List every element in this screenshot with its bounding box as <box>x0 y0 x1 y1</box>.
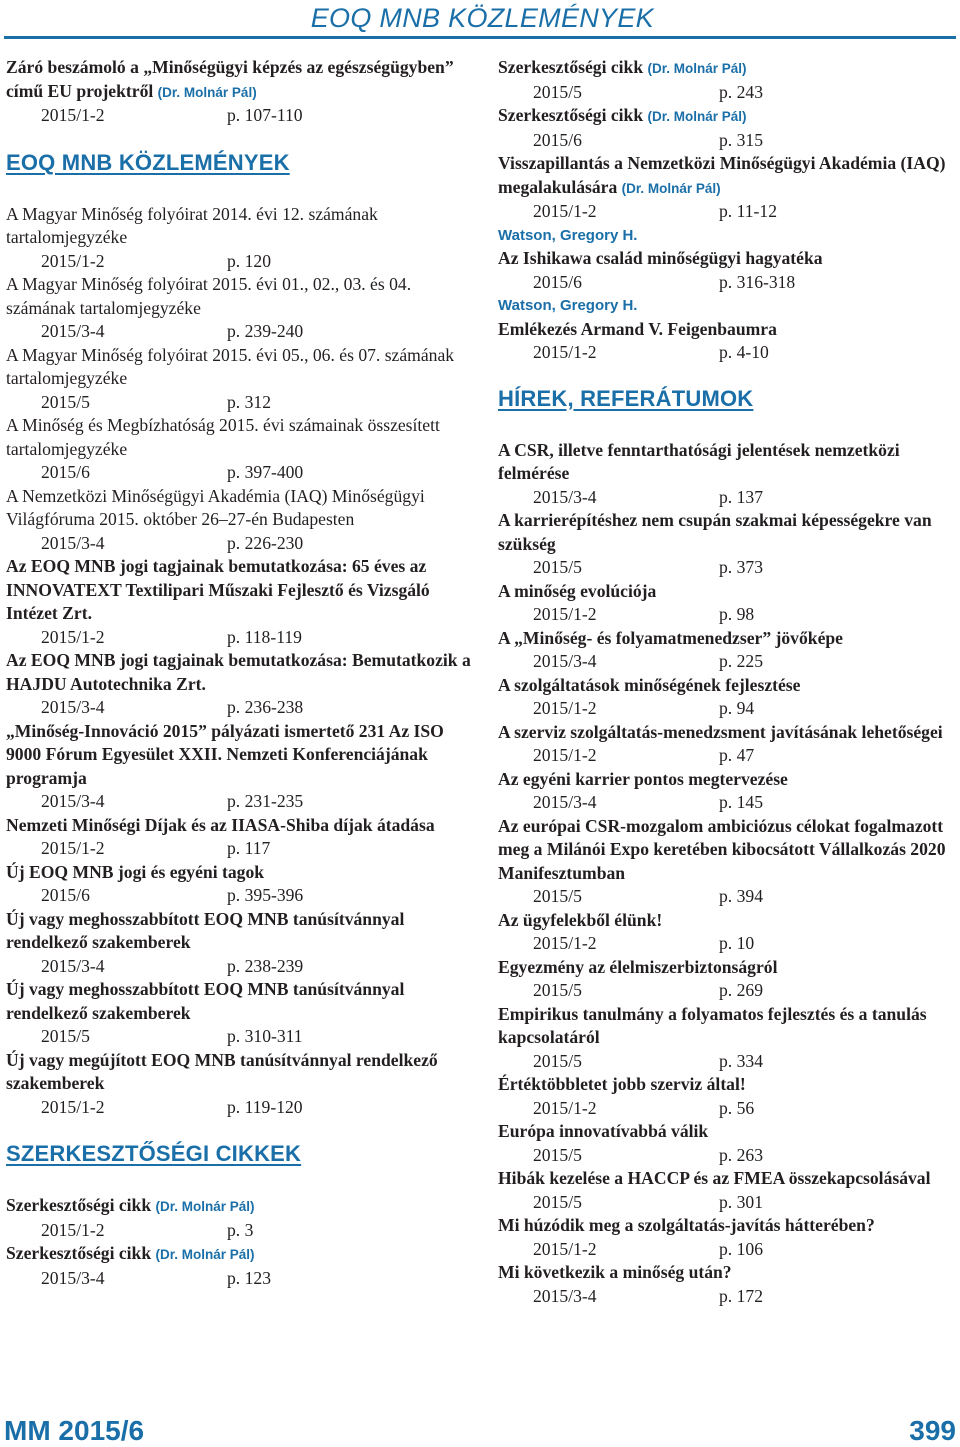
entry-title-text: Az EOQ MNB jogi tagjainak bemutatkozása: Bemutatkozik a HAJDU Autotechnika Zrt. <box>6 650 471 694</box>
entry-reference <box>498 1238 953 1262</box>
entry-title <box>498 318 953 342</box>
entry-pages: p. 263 <box>719 1144 763 1165</box>
entry-title-text: A CSR, illetve fenntarthatósági jelentések nemzetközi felmérése <box>498 439 900 483</box>
entry-title-text: A karrierépítéshez nem csupán szakmai képességekre van szükség <box>498 510 932 554</box>
index-entry <box>498 580 953 627</box>
index-entry <box>498 909 953 956</box>
entry-title <box>498 56 953 81</box>
index-entry <box>6 978 478 1049</box>
entry-issue: 2015/1-2 <box>41 250 105 271</box>
entry-author: (Dr. Molnár Pál) <box>647 109 747 124</box>
entry-pages: p. 334 <box>719 1050 763 1071</box>
entry-issue: 2015/6 <box>533 129 582 150</box>
index-entry <box>6 203 478 274</box>
entry-title-text: A Magyar Minőség folyóirat 2015. évi 05., 06. és 07. számának tartalomjegyzéke <box>6 344 455 388</box>
entry-reference <box>498 81 953 105</box>
entry-title <box>498 1003 953 1050</box>
index-entry <box>498 1167 953 1214</box>
entry-title-text: Hibák kezelése a HACCP és az FMEA összekapcsolásával <box>498 1168 931 1188</box>
entry-reference <box>498 744 953 768</box>
index-entry <box>498 224 953 295</box>
entry-title-text: Új vagy megújított EOQ MNB tanúsítvánnyal rendelkező szakemberek <box>6 1049 438 1093</box>
footer-journal-issue: MM 2015/6 <box>4 1415 145 1446</box>
entry-issue: 2015/5 <box>533 81 582 102</box>
entry-title <box>6 814 478 838</box>
entry-pages: p. 47 <box>719 745 755 765</box>
entry-pages: p. 11-12 <box>719 201 777 221</box>
entry-issue: 2015/1-2 <box>533 1097 597 1118</box>
entry-pages: p. 231-235 <box>227 791 304 811</box>
entry-pages: p. 238-239 <box>227 955 304 976</box>
entry-title-text: A „Minőség- és folyamatmenedzser” jövőképe <box>498 627 843 648</box>
entry-issue: 2015/1-2 <box>533 201 597 221</box>
entry-pages: p. 239-240 <box>227 321 304 341</box>
entry-issue: 2015/5 <box>533 557 582 577</box>
entry-reference <box>498 885 953 909</box>
entry-pages: p. 310-311 <box>227 1026 303 1046</box>
entry-title <box>498 721 953 745</box>
entry-pages: p. 315 <box>719 129 763 150</box>
entry-title <box>498 1214 953 1238</box>
entry-title-text: Záró beszámoló a „Minőségügyi képzés az egészségügyben” című EU projektről <box>6 57 454 101</box>
entry-title-text: Új vagy meghosszabbított EOQ MNB tanúsítvánnyal rendelkező szakemberek <box>6 908 405 952</box>
index-entry <box>498 1003 953 1074</box>
entry-issue: 2015/1-2 <box>533 604 597 624</box>
entry-issue: 2015/1-2 <box>533 933 597 953</box>
index-entry <box>498 1120 953 1167</box>
entry-pages: p. 236-238 <box>227 697 304 717</box>
entry-reference <box>6 1267 478 1291</box>
entry-title <box>6 56 478 104</box>
entry-title-text: Az európai CSR-mozgalom ambiciózus célokat fogalmazott meg a Milánói Expo keretében kibocsátott Vállalkozás 2020 Manifesztumban <box>498 815 946 883</box>
entry-title <box>6 1242 478 1267</box>
entry-reference <box>498 556 953 580</box>
entry-title-text: „Minőség-Innováció 2015” pályázati ismertető 231 Az ISO 9000 Fórum Egyesület XXII. Nemzeti Konferenciájának programja <box>6 720 444 788</box>
index-entry <box>6 1049 478 1120</box>
entry-title <box>6 1049 478 1096</box>
entry-pages: p. 119-120 <box>227 1096 303 1117</box>
entry-pages: p. 3 <box>227 1219 254 1240</box>
entry-pages: p. 118-119 <box>227 626 302 647</box>
entry-reference <box>498 650 953 674</box>
entry-issue: 2015/3-4 <box>41 697 105 717</box>
index-entry <box>498 956 953 1003</box>
header-rule <box>4 36 956 39</box>
entry-title-text: Európa innovatívabbá válik <box>498 1121 709 1141</box>
index-entry <box>498 294 953 365</box>
entry-reference <box>498 341 953 365</box>
entry-title <box>6 203 478 250</box>
entry-pages: p. 56 <box>719 1097 755 1118</box>
entry-title-text: Emlékezés Armand V. Feigenbaumra <box>498 318 777 339</box>
entry-reference <box>6 1096 478 1120</box>
entry-issue: 2015/3-4 <box>41 532 105 553</box>
index-entry <box>6 861 478 908</box>
entry-pages: p. 316-318 <box>719 271 796 292</box>
entry-reference <box>6 884 478 908</box>
entry-title <box>498 1261 953 1285</box>
entry-title-text: Szerkesztőségi cikk <box>6 1243 152 1263</box>
index-entry <box>498 815 953 909</box>
entry-pages: p. 107-110 <box>227 105 303 125</box>
left-column <box>6 56 478 1290</box>
entry-issue: 2015/6 <box>41 885 90 905</box>
entry-issue: 2015/1-2 <box>41 105 105 125</box>
index-entry <box>6 908 478 979</box>
entry-author: (Dr. Molnár Pál) <box>621 180 721 196</box>
entry-pages: p. 98 <box>719 604 755 624</box>
entry-title-text: Visszapillantás a Nemzetközi Minőségügyi Akadémia (IAQ) megalakulására <box>498 153 946 197</box>
entry-reference <box>498 200 953 224</box>
entry-issue: 2015/3-4 <box>41 791 105 811</box>
entry-title-text: A Magyar Minőség folyóirat 2015. évi 01., 02., 03. és 04. számának tartalomjegyzéke <box>6 274 412 318</box>
index-entry <box>6 414 478 485</box>
entry-title-text: Szerkesztőségi cikk <box>498 105 644 125</box>
entry-title-text: A szolgáltatások minőségének fejlesztése <box>498 674 801 695</box>
entry-issue: 2015/6 <box>533 271 582 292</box>
entry-author: (Dr. Molnár Pál) <box>155 1247 255 1262</box>
entry-pages: p. 123 <box>227 1267 271 1288</box>
entry-title-text: Mi következik a minőség után? <box>498 1262 732 1282</box>
footer-page-number: 399 <box>909 1415 956 1446</box>
index-entry <box>498 509 953 580</box>
entry-title <box>498 1120 953 1144</box>
entry-issue: 2015/6 <box>41 462 90 482</box>
entry-reference <box>498 1144 953 1168</box>
index-entry <box>498 1261 953 1308</box>
entry-pages: p. 226-230 <box>227 532 304 553</box>
entry-title <box>6 344 478 391</box>
entry-title <box>498 509 953 556</box>
entry-issue: 2015/1-2 <box>533 342 597 362</box>
entry-title-text: Empirikus tanulmány a folyamatos fejlesztés és a tanulás kapcsolatáról <box>498 1003 927 1047</box>
entry-title-text: Új vagy meghosszabbított EOQ MNB tanúsítvánnyal rendelkező szakemberek <box>6 979 405 1023</box>
entry-author: Watson, Gregory H. <box>498 297 638 314</box>
index-entry <box>6 814 478 861</box>
entry-reference <box>498 932 953 956</box>
section-heading: HÍREK, REFERÁTUMOK <box>498 385 754 411</box>
entry-title-text: Szerkesztőségi cikk <box>6 1195 152 1215</box>
entry-pages: p. 373 <box>719 557 763 577</box>
entry-pages: p. 94 <box>719 698 755 718</box>
entry-reference <box>498 1285 953 1309</box>
entry-title-text: Értéktöbbletet jobb szerviz által! <box>498 1074 746 1094</box>
entry-title <box>498 909 953 933</box>
entry-title <box>498 580 953 604</box>
entry-reference <box>498 271 953 295</box>
index-entry <box>498 674 953 721</box>
entry-author: (Dr. Molnár Pál) <box>155 1199 255 1214</box>
entry-issue: 2015/1-2 <box>41 1219 105 1240</box>
index-entry <box>6 56 478 128</box>
entry-reference <box>498 697 953 721</box>
entry-pages: p. 397-400 <box>227 462 304 482</box>
entry-title <box>498 152 953 200</box>
entry-pages: p. 225 <box>719 651 763 671</box>
entry-title <box>498 815 953 886</box>
entry-reference <box>498 1050 953 1074</box>
entry-issue: 2015/3-4 <box>533 792 597 812</box>
right-column <box>498 56 953 1308</box>
entry-reference <box>498 486 953 510</box>
entry-pages: p. 312 <box>227 391 271 412</box>
entry-title-text: Az egyéni karrier pontos megtervezése <box>498 768 788 789</box>
index-entry <box>498 104 953 152</box>
entry-title-text: Az ügyfelekből élünk! <box>498 909 663 930</box>
entry-pages: p. 269 <box>719 980 763 1000</box>
entry-issue: 2015/5 <box>533 1144 582 1165</box>
entry-title <box>6 414 478 461</box>
entry-reference <box>6 1219 478 1243</box>
entry-title <box>498 627 953 651</box>
entry-title <box>6 908 478 955</box>
entry-title-text: Mi húzódik meg a szolgáltatás-javítás hátterében? <box>498 1215 875 1235</box>
entry-title <box>498 439 953 486</box>
entry-reference <box>6 955 478 979</box>
entry-title <box>498 247 953 271</box>
entry-issue: 2015/5 <box>533 980 582 1000</box>
index-entry <box>6 555 478 649</box>
entry-title <box>498 1167 953 1191</box>
entry-reference <box>6 250 478 274</box>
entry-pages: p. 10 <box>719 933 755 953</box>
entry-issue: 2015/5 <box>533 886 582 906</box>
entry-issue: 2015/5 <box>41 391 90 412</box>
entry-pages: p. 301 <box>719 1191 763 1212</box>
entry-title <box>498 1073 953 1097</box>
index-entry <box>6 344 478 415</box>
entry-title-text: A Minőség és Megbízhatóság 2015. évi számainak összesített tartalomjegyzéke <box>6 415 440 459</box>
entry-reference <box>498 1097 953 1121</box>
entry-issue: 2015/3-4 <box>41 1267 105 1288</box>
entry-reference <box>6 837 478 861</box>
entry-reference <box>498 1191 953 1215</box>
index-entry <box>6 485 478 556</box>
entry-reference <box>6 104 478 128</box>
index-entry <box>6 273 478 344</box>
entry-title <box>6 978 478 1025</box>
entry-pages: p. 394 <box>719 886 763 906</box>
entry-title <box>498 104 953 129</box>
entry-reference <box>6 391 478 415</box>
entry-reference <box>6 461 478 485</box>
entry-reference <box>6 320 478 344</box>
entry-title <box>6 861 478 885</box>
entry-issue: 2015/1-2 <box>533 745 597 765</box>
entry-title-text: Az Ishikawa család minőségügyi hagyatéka <box>498 248 823 268</box>
entry-title-text: Szerkesztőségi cikk <box>498 57 644 77</box>
entry-issue: 2015/3-4 <box>41 321 105 341</box>
entry-reference <box>498 129 953 153</box>
entry-author: Watson, Gregory H. <box>498 226 638 244</box>
entry-pages: p. 243 <box>719 81 763 102</box>
entry-title-text: A szerviz szolgáltatás-menedzsment javításának lehetőségei <box>498 721 943 742</box>
index-entry <box>498 56 953 104</box>
entry-title <box>6 1194 478 1219</box>
index-entry <box>498 627 953 674</box>
entry-reference <box>498 603 953 627</box>
index-entry <box>498 768 953 815</box>
entry-issue: 2015/3-4 <box>533 486 597 507</box>
entry-reference <box>6 532 478 556</box>
entry-reference <box>498 979 953 1003</box>
entry-title <box>6 649 478 696</box>
section-heading: EOQ MNB KÖZLEMÉNYEK <box>6 149 290 175</box>
index-entry <box>6 649 478 720</box>
entry-title <box>6 720 478 791</box>
index-entry <box>6 1242 478 1290</box>
entry-title-text: A minőség evolúciója <box>498 580 657 601</box>
entry-pages: p. 4-10 <box>719 342 769 362</box>
entry-title-text: A Magyar Minőség folyóirat 2014. évi 12. számának tartalomjegyzéke <box>6 203 378 247</box>
entry-issue: 2015/3-4 <box>533 651 597 671</box>
index-entry <box>6 1194 478 1242</box>
entry-author: (Dr. Molnár Pál) <box>157 84 257 100</box>
entry-issue: 2015/1-2 <box>41 838 105 858</box>
entry-reference <box>6 626 478 650</box>
entry-issue: 2015/5 <box>533 1050 582 1071</box>
entry-author: (Dr. Molnár Pál) <box>647 61 747 76</box>
entry-pages: p. 395-396 <box>227 885 304 905</box>
entry-title <box>498 768 953 792</box>
index-entry <box>498 721 953 768</box>
entry-issue: 2015/1-2 <box>533 698 597 718</box>
entry-issue: 2015/1-2 <box>41 1096 105 1117</box>
entry-title <box>6 273 478 320</box>
index-entry <box>6 720 478 814</box>
entry-title <box>498 956 953 980</box>
entry-pages: p. 145 <box>719 792 763 812</box>
entry-issue: 2015/5 <box>533 1191 582 1212</box>
entry-title <box>498 674 953 698</box>
running-header-title: EOQ MNB KÖZLEMÉNYEK <box>310 3 654 33</box>
index-entry <box>498 152 953 224</box>
section-heading: SZERKESZTŐSÉGI CIKKEK <box>6 1141 302 1166</box>
entry-reference <box>6 696 478 720</box>
entry-pages: p. 106 <box>719 1238 763 1259</box>
entry-title-text: Az EOQ MNB jogi tagjainak bemutatkozása: 65 éves az INNOVATEXT Textilipari Műszaki Fejlesztő és Vizsgáló Intézet Zrt. <box>6 556 430 623</box>
entry-title <box>6 555 478 626</box>
entry-issue: 2015/5 <box>41 1026 90 1046</box>
entry-pages: p. 172 <box>719 1285 763 1306</box>
entry-issue: 2015/3-4 <box>41 955 105 976</box>
entry-issue: 2015/3-4 <box>533 1285 597 1306</box>
entry-title-text: A Nemzetközi Minőségügyi Akadémia (IAQ) Minőségügyi Világfóruma 2015. október 26–27-én Budapesten <box>6 485 425 529</box>
entry-reference <box>6 790 478 814</box>
entry-title <box>6 485 478 532</box>
entry-reference <box>498 791 953 815</box>
entry-title-text: Egyezmény az élelmiszerbiztonságról <box>498 956 778 977</box>
entry-issue: 2015/1-2 <box>41 626 105 647</box>
entry-pages: p. 120 <box>227 250 271 271</box>
entry-title-text: Új EOQ MNB jogi és egyéni tagok <box>6 861 265 882</box>
entry-title-text: Nemzeti Minőségi Díjak és az IIASA-Shiba díjak átadása <box>6 814 435 835</box>
index-entry <box>498 439 953 510</box>
index-entry <box>498 1214 953 1261</box>
entry-issue: 2015/1-2 <box>533 1238 597 1259</box>
entry-pages: p. 117 <box>227 838 271 858</box>
index-entry <box>498 1073 953 1120</box>
entry-reference <box>6 1025 478 1049</box>
entry-pages: p. 137 <box>719 486 763 507</box>
